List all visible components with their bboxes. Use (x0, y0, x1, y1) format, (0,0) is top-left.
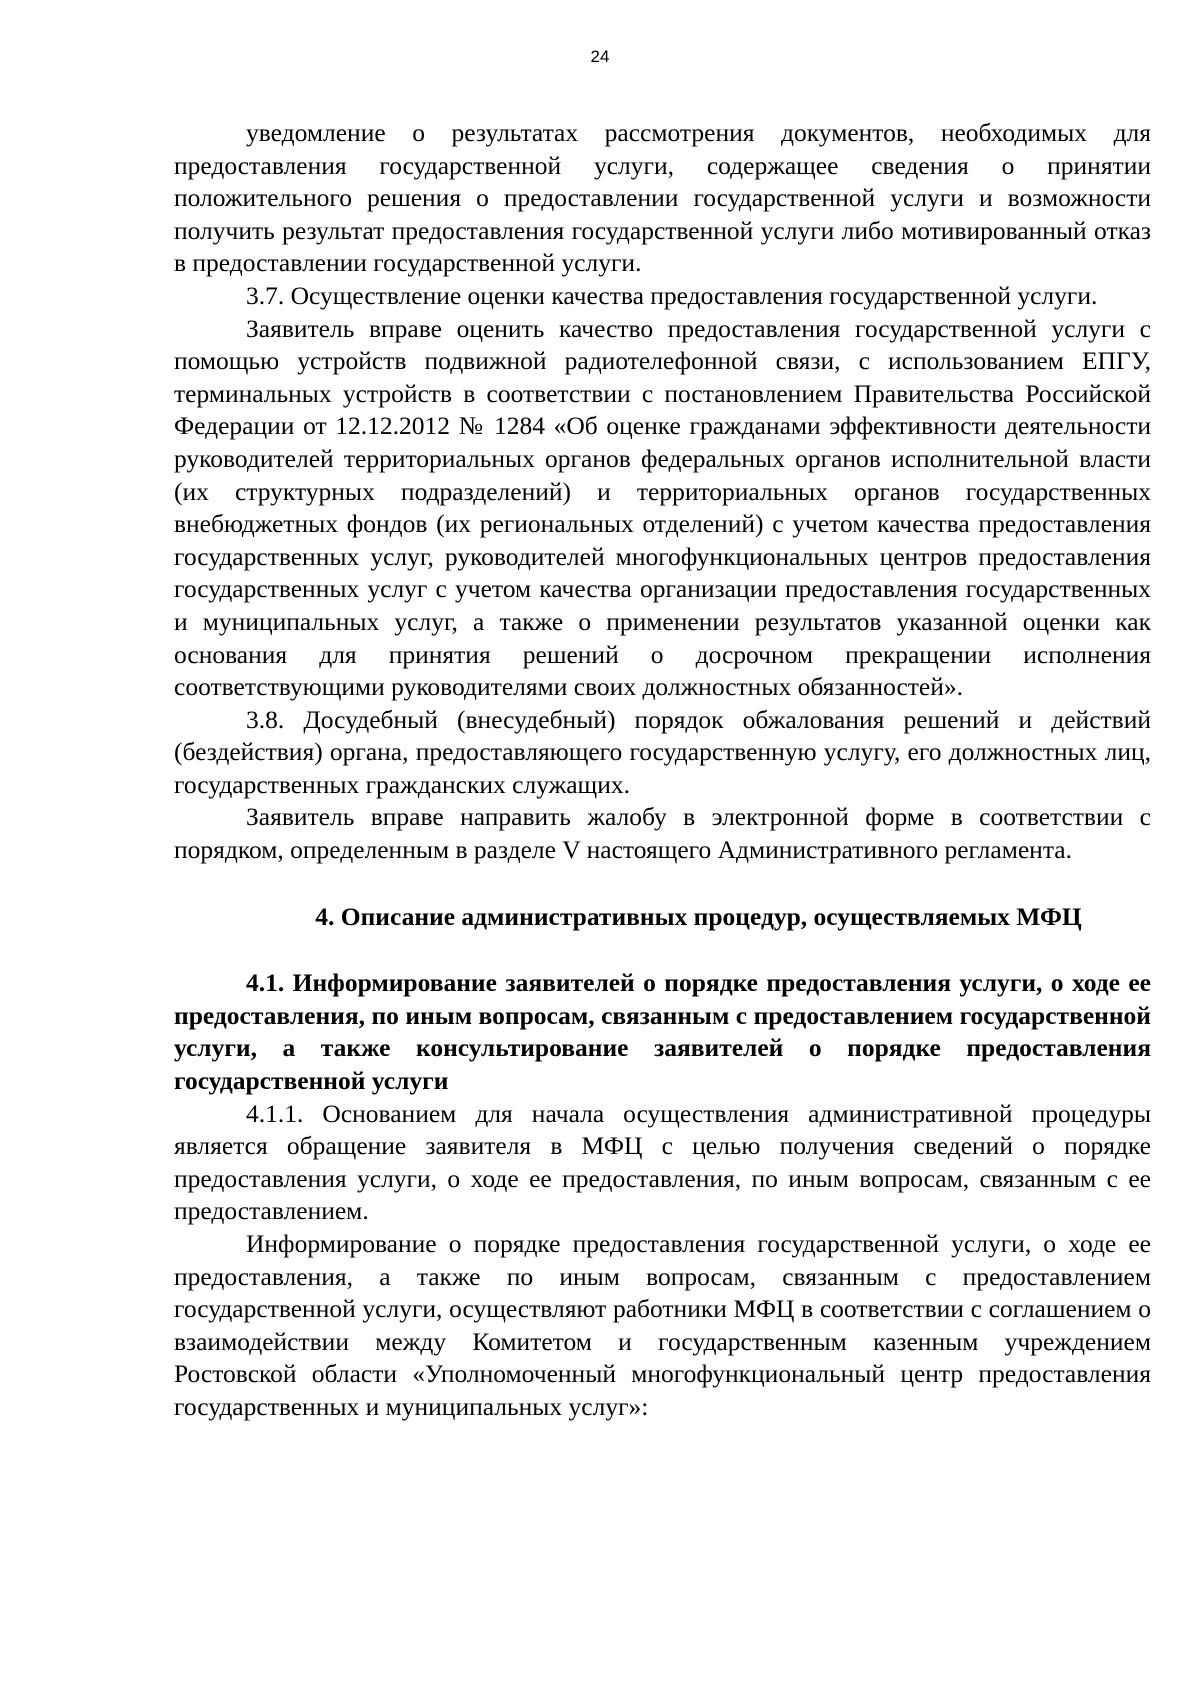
section-heading-4: 4. Описание административных процедур, осуществляемых МФЦ (315, 901, 1082, 931)
subsection-heading-4-1: 4.1. Информирование заявителей о порядке предоставления услуги, о ходе ее предоставления, по иным вопросам, связанным с предоставлением государственной услуги, а также консультирование заявителей о порядке предоставления государственной услуги (174, 968, 1151, 1096)
paragraph-continuation: уведомление о результатах рассмотрения документов, необходимых для предоставления государственной услуги, содержащее сведения о принятии положительного решения о предоставлении государственной услуги и возможности получить результат предоставления государственной услуги либо мотивированный отказ в предоставлении государственной услуги. (174, 118, 1151, 278)
spacer (174, 867, 1151, 901)
paragraph-3-8: 3.8. Досудебный (внесудебный) порядок обжалования решений и действий (бездействия) органа, предоставляющего государственную услугу, его должностных лиц, государственных гражданских служащих. (174, 704, 1151, 799)
document-body (174, 117, 1151, 1424)
page-number: 24 (590, 47, 610, 66)
paragraph-3-7: 3.7. Осуществление оценки качества предоставления государственной услуги. (246, 280, 1098, 310)
paragraph-quality-evaluation: Заявитель вправе оценить качество предоставления государственной услуги с помощью устройств подвижной радиотелефонной связи, с использованием ЕПГУ, терминальных устройств в соответствии с постановлением Правительства Российской Федерации от 12.12.2012 № 1284 «Об оценке гражданами эффективности деятельности руководителей территориальных органов федеральных органов исполнительной власти (их структурных подразделений) и территориальных органов государственных внебюджетных фондов (их региональных отделений) с учетом качества предоставления государственных услуг, руководителей многофункциональных центров предоставления государственных услуг с учетом качества организации предоставления государственных и муниципальных услуг, а также о применении результатов указанной оценки как основания для принятия решений о досрочном прекращении исполнения соответствующими руководителями своих должностных обязанностей». (174, 313, 1151, 702)
paragraph-complaint: Заявитель вправе направить жалобу в электронной форме в соответствии с порядком, определенным в разделе V настоящего Административного регламента. (174, 802, 1151, 865)
spacer (174, 933, 1151, 967)
paragraph-4-1-1: 4.1.1. Основанием для начала осуществления административной процедуры является обращение заявителя в МФЦ с целью получения сведений о порядке предоставления услуги, о ходе ее предоставления, по иным вопросам, связанным с ее предоставлением. (174, 1098, 1151, 1226)
paragraph-informing: Информирование о порядке предоставления государственной услуги, о ходе ее предоставления, а также по иным вопросам, связанным с предоставлением государственной услуги, осуществляют работники МФЦ в соответствии с соглашением о взаимодействии между Комитетом и государственным казенным учреждением Ростовской области «Уполномоченный многофункциональный центр предоставления государственных и муниципальных услуг»: (174, 1229, 1151, 1421)
